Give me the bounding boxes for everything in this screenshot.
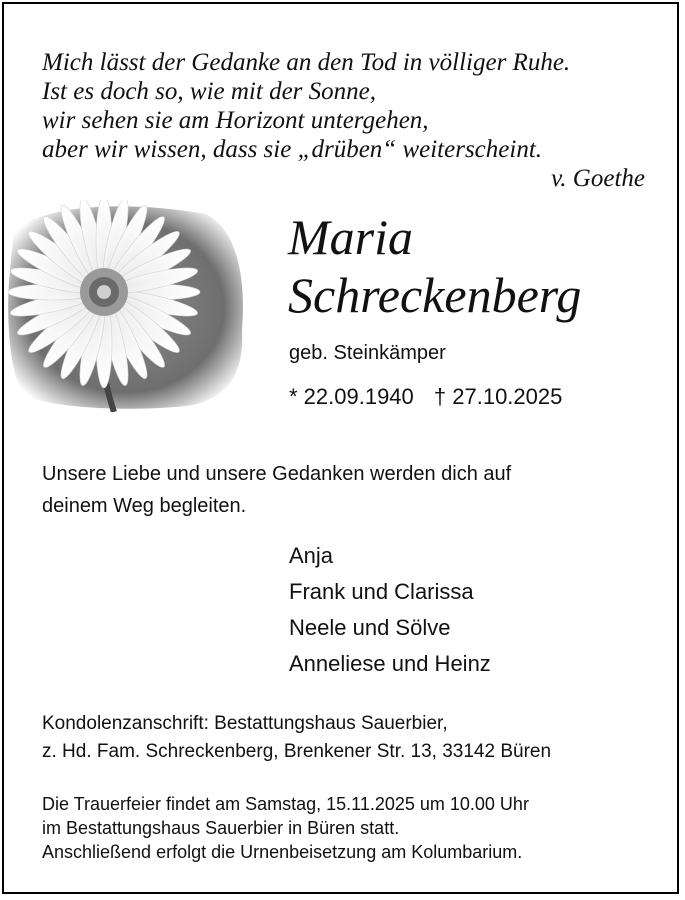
service-line: im Bestattungshaus Sauerbier in Büren statt. [42,818,400,838]
poem-line: wir sehen sie am Horizont untergehen, [42,107,429,134]
flower-icon [6,200,246,412]
address-line: z. Hd. Fam. Schreckenberg, Brenkener Str. 13, 33142 Büren [42,741,552,762]
farewell-line: deinem Weg begleiten. [42,495,247,517]
family-member: Frank und Clarissa [289,579,474,604]
death-date: † 27.10.2025 [433,384,563,409]
address-line: Kondolenzanschrift: Bestattungshaus Sauerbier, [42,713,448,734]
maiden-name: geb. Steinkämper [289,342,446,364]
family-member: Anja [289,543,334,568]
deceased-name [288,208,581,324]
poem-author: v. Goethe [551,165,645,192]
service-info [42,792,529,864]
poem-line: Ist es doch so, wie mit der Sonne, [42,78,376,105]
last-name: Schreckenberg [288,267,582,323]
family-member: Anneliese und Heinz [289,651,491,676]
poem-line: Mich lässt der Gedanke an den Tod in völliger Ruhe. [42,49,571,76]
condolence-address [42,710,551,766]
family-member: Neele und Sölve [289,615,451,640]
poem-line: aber wir wissen, dass sie „drüben“ weiterscheint. [42,136,543,163]
life-dates [289,384,576,410]
family-list [289,538,491,682]
service-line: Anschließend erfolgt die Urnenbeisetzung am Kolumbarium. [42,842,523,862]
first-name: Maria [288,209,413,265]
farewell-line: Unsere Liebe und unsere Gedanken werden dich auf [42,463,512,485]
service-line: Die Trauerfeier findet am Samstag, 15.11.2025 um 10.00 Uhr [42,794,529,814]
birth-date: * 22.09.1940 [289,384,414,409]
farewell-text [42,458,642,522]
poem [42,48,642,164]
